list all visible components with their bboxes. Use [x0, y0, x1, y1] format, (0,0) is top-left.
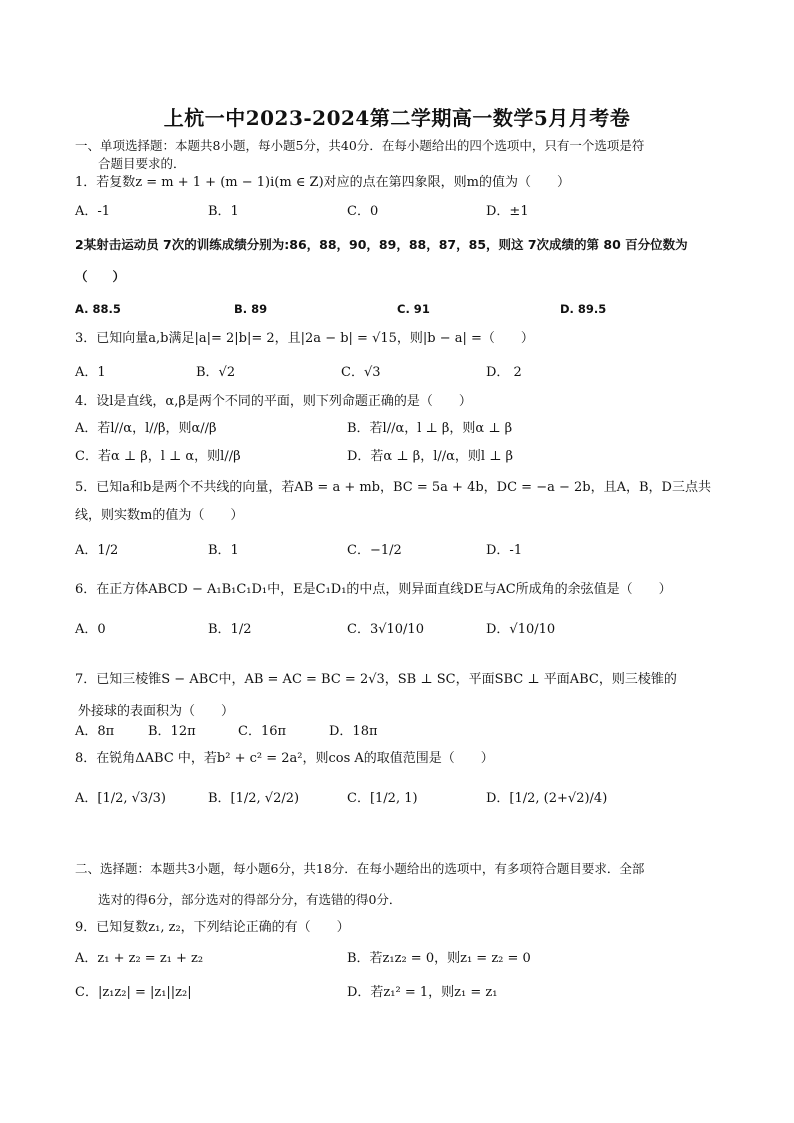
q9-option-a: A．z₁ + z₂ = z₁ + z₂ — [75, 951, 204, 966]
q4-option-c: C．若α ⊥ β，l ⊥ α，则l//β — [75, 449, 241, 464]
question-5-stem-cont: 线，则实数m的值为（ ） — [75, 508, 244, 523]
q5-option-a: A．1/2 — [75, 543, 119, 558]
question-7-stem-cont: 外接球的表面积为（ ） — [78, 704, 235, 719]
q5-option-b: B．1 — [208, 543, 239, 558]
q6-option-b: B．1/2 — [208, 622, 252, 637]
q4-option-d: D．若α ⊥ β，l//α，则l ⊥ β — [347, 449, 514, 464]
q7-option-c: C．16π — [238, 724, 287, 739]
q2-option-b: B. 89 — [234, 302, 268, 316]
q7-option-b: B．12π — [148, 724, 196, 739]
section2-heading: 二、选择题：本题共3小题，每小题6分，共18分．在每小题给出的选项中，有多项符合题目要求．全部 — [75, 861, 645, 876]
question-2-stem: 2某射击运动员 7次的训练成绩分别为:86，88，90，89，88，87，85，则这 7次成绩的第 80 百分位数为 — [75, 237, 688, 252]
q9-option-b: B．若z₁z₂ = 0，则z₁ = z₂ = 0 — [347, 951, 531, 966]
q4-option-a: A．若l//α，l//β，则α//β — [75, 421, 217, 436]
question-4-stem: 4．设l是直线，α,β是两个不同的平面，则下列命题正确的是（ ） — [75, 394, 472, 409]
question-3-stem: 3．已知向量a,b满足|a|= 2|b|= 2，且|2a − b| = √15，则|b − a| =（ ） — [75, 331, 534, 346]
q1-option-c: C．0 — [347, 204, 379, 219]
section1-heading-cont: 合题目要求的． — [98, 156, 186, 171]
q8-option-b: B．[1/2, √2/2) — [208, 791, 300, 806]
q6-option-d: D．√10/10 — [486, 622, 556, 637]
q3-option-d: D． 2 — [486, 365, 522, 380]
question-6-stem: 6．在正方体ABCD − A₁B₁C₁D₁中，E是C₁D₁的中点，则异面直线DE与AC所成角的余弦值是（ ） — [75, 582, 672, 597]
q2-option-c: C. 91 — [397, 302, 430, 316]
page-title: 上杭一中2023-2024第二学期高一数学5月月考卷 — [163, 106, 631, 130]
q2-option-a: A. 88.5 — [75, 302, 121, 316]
q8-option-d: D．[1/2, (2+√2)/4) — [486, 791, 608, 806]
section1-heading: 一、单项选择题：本题共8小题，每小题5分，共40分．在每小题给出的四个选项中，只有一个选项是符 — [75, 138, 645, 153]
q6-option-a: A．0 — [75, 622, 106, 637]
question-2-stem-cont: （ ） — [75, 269, 126, 284]
q5-option-d: D．-1 — [486, 543, 523, 558]
q8-option-a: A．[1/2, √3/3) — [75, 791, 166, 806]
q3-option-a: A．1 — [75, 365, 106, 380]
q4-option-b: B．若l//α，l ⊥ β，则α ⊥ β — [347, 421, 513, 436]
question-8-stem: 8．在锐角ΔABC 中，若b² + c² = 2a²，则cos A的取值范围是（ ） — [75, 751, 494, 766]
q9-option-d: D．若z₁² = 1，则z₁ = z₁ — [347, 985, 498, 1000]
question-1-stem: 1．若复数z = m + 1 + (m − 1)i(m ∈ Z)对应的点在第四象限，则m的值为（ ） — [75, 175, 570, 190]
question-5-stem: 5．已知a和b是两个不共线的向量，若AB = a + mb，BC = 5a + 4b，DC = −a − 2b，且A，B，D三点共 — [75, 480, 711, 495]
question-9-stem: 9．已知复数z₁, z₂，下列结论正确的有（ ） — [75, 920, 350, 935]
q5-option-c: C．−1/2 — [347, 543, 402, 558]
q1-option-d: D．±1 — [486, 204, 529, 219]
question-7-stem: 7．已知三棱锥S − ABC中，AB = AC = BC = 2√3，SB ⊥ SC，平面SBC ⊥ 平面ABC，则三棱锥的 — [75, 672, 677, 687]
q8-option-c: C．[1/2, 1) — [347, 791, 418, 806]
q3-option-c: C．√3 — [341, 365, 381, 380]
q6-option-c: C．3√10/10 — [347, 622, 424, 637]
q2-option-d: D. 89.5 — [560, 302, 607, 316]
q1-option-a: A．-1 — [75, 204, 111, 219]
q3-option-b: B．√2 — [196, 365, 236, 380]
q9-option-c: C．|z₁z₂| = |z₁||z₂| — [75, 985, 192, 1000]
q1-option-b: B．1 — [208, 204, 239, 219]
section2-heading-cont: 选对的得6分，部分选对的得部分分，有选错的得0分． — [98, 892, 402, 907]
q7-option-a: A．8π — [75, 724, 115, 739]
q7-option-d: D．18π — [329, 724, 378, 739]
